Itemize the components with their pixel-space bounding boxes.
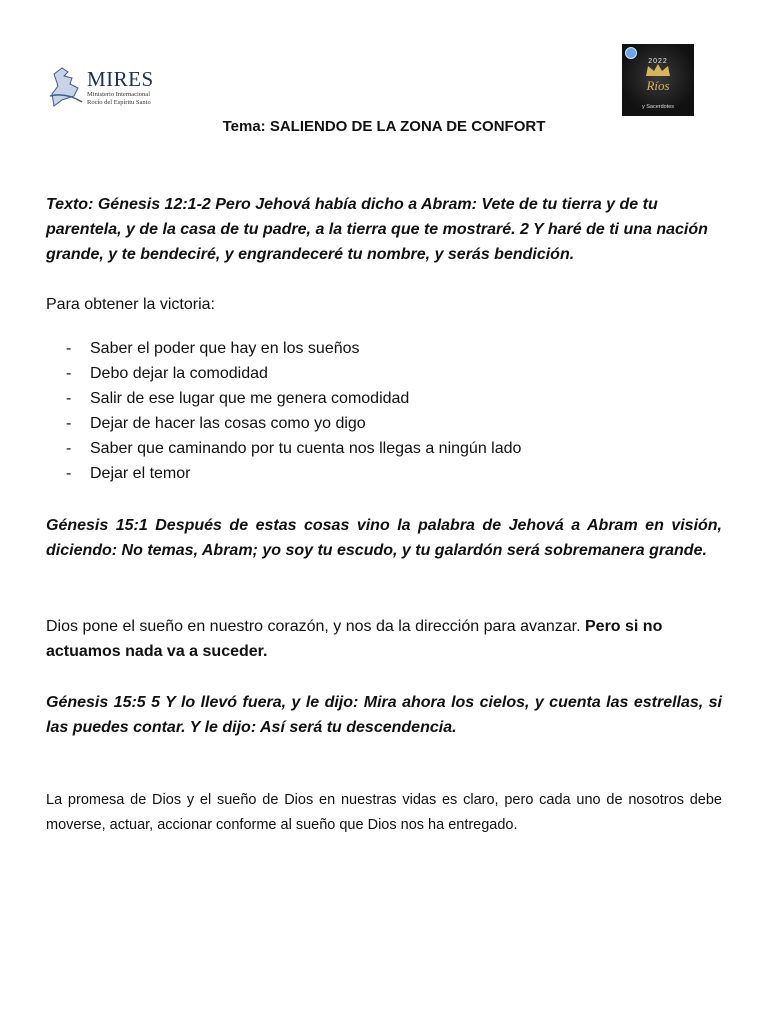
list-item: - Debo dejar la comodidad <box>66 361 716 386</box>
event-cover-image <box>622 44 694 116</box>
logo-subtitle-2: Rocío del Espíritu Santo <box>87 99 151 106</box>
dove-map-icon <box>48 66 84 108</box>
dream-paragraph <box>46 614 722 664</box>
cover-tagline: y Sacerdotes <box>641 104 675 110</box>
page-title: Tema: SALIENDO DE LA ZONA DE CONFORT <box>222 118 546 135</box>
conclusion-paragraph: La promesa de Dios y el sueño de Dios en nuestras vidas es claro, pero cada uno de nosotros debe moverse, actuar, accionar conforme al sueño que Dios nos ha entregado. <box>46 792 722 833</box>
cover-word: Ríos <box>646 78 670 93</box>
victory-intro: Para obtener la victoria: <box>46 296 215 313</box>
logo-brand: MIRES <box>87 67 154 91</box>
logo-subtitle-1: Ministerio Internacional <box>87 91 150 98</box>
victory-list <box>66 336 716 486</box>
list-item: - Saber el poder que hay en los sueños <box>66 336 716 361</box>
list-item: - Dejar de hacer las cosas como yo digo <box>66 411 716 436</box>
list-item: - Salir de ese lugar que me genera comodidad <box>66 386 716 411</box>
scripture-genesis-12: Texto: Génesis 12:1-2 Pero Jehová había dicho a Abram: Vete de tu tierra y de tu parentela, y de la casa de tu padre, a la tierra que te mostraré. 2 Y haré de ti una nación grande, y te bendeciré, y engrandeceré tu nombre, y serás bendición. <box>46 196 708 263</box>
dream-text: Dios pone el sueño en nuestro corazón, y nos da la dirección para avanzar. <box>46 618 585 635</box>
cover-year: 2022 <box>648 58 668 65</box>
dream-emphasis: Pero si no actuamos nada va a suceder. <box>46 618 663 660</box>
scripture-genesis-15-5: Génesis 15:5 5 Y lo llevó fuera, y le dijo: Mira ahora los cielos, y cuenta las estrellas, si las puedes contar. Y le dijo: Así será tu descendencia. <box>46 694 722 736</box>
list-item: - Dejar el temor <box>66 461 716 486</box>
scripture-genesis-15-1: Génesis 15:1 Después de estas cosas vino la palabra de Jehová a Abram en visión, diciendo: No temas, Abram; yo soy tu escudo, y tu galardón será sobremanera grande. <box>46 517 722 559</box>
ministry-logo <box>48 64 153 110</box>
list-item: - Saber que caminando por tu cuenta nos llegas a ningún lado <box>66 436 716 461</box>
